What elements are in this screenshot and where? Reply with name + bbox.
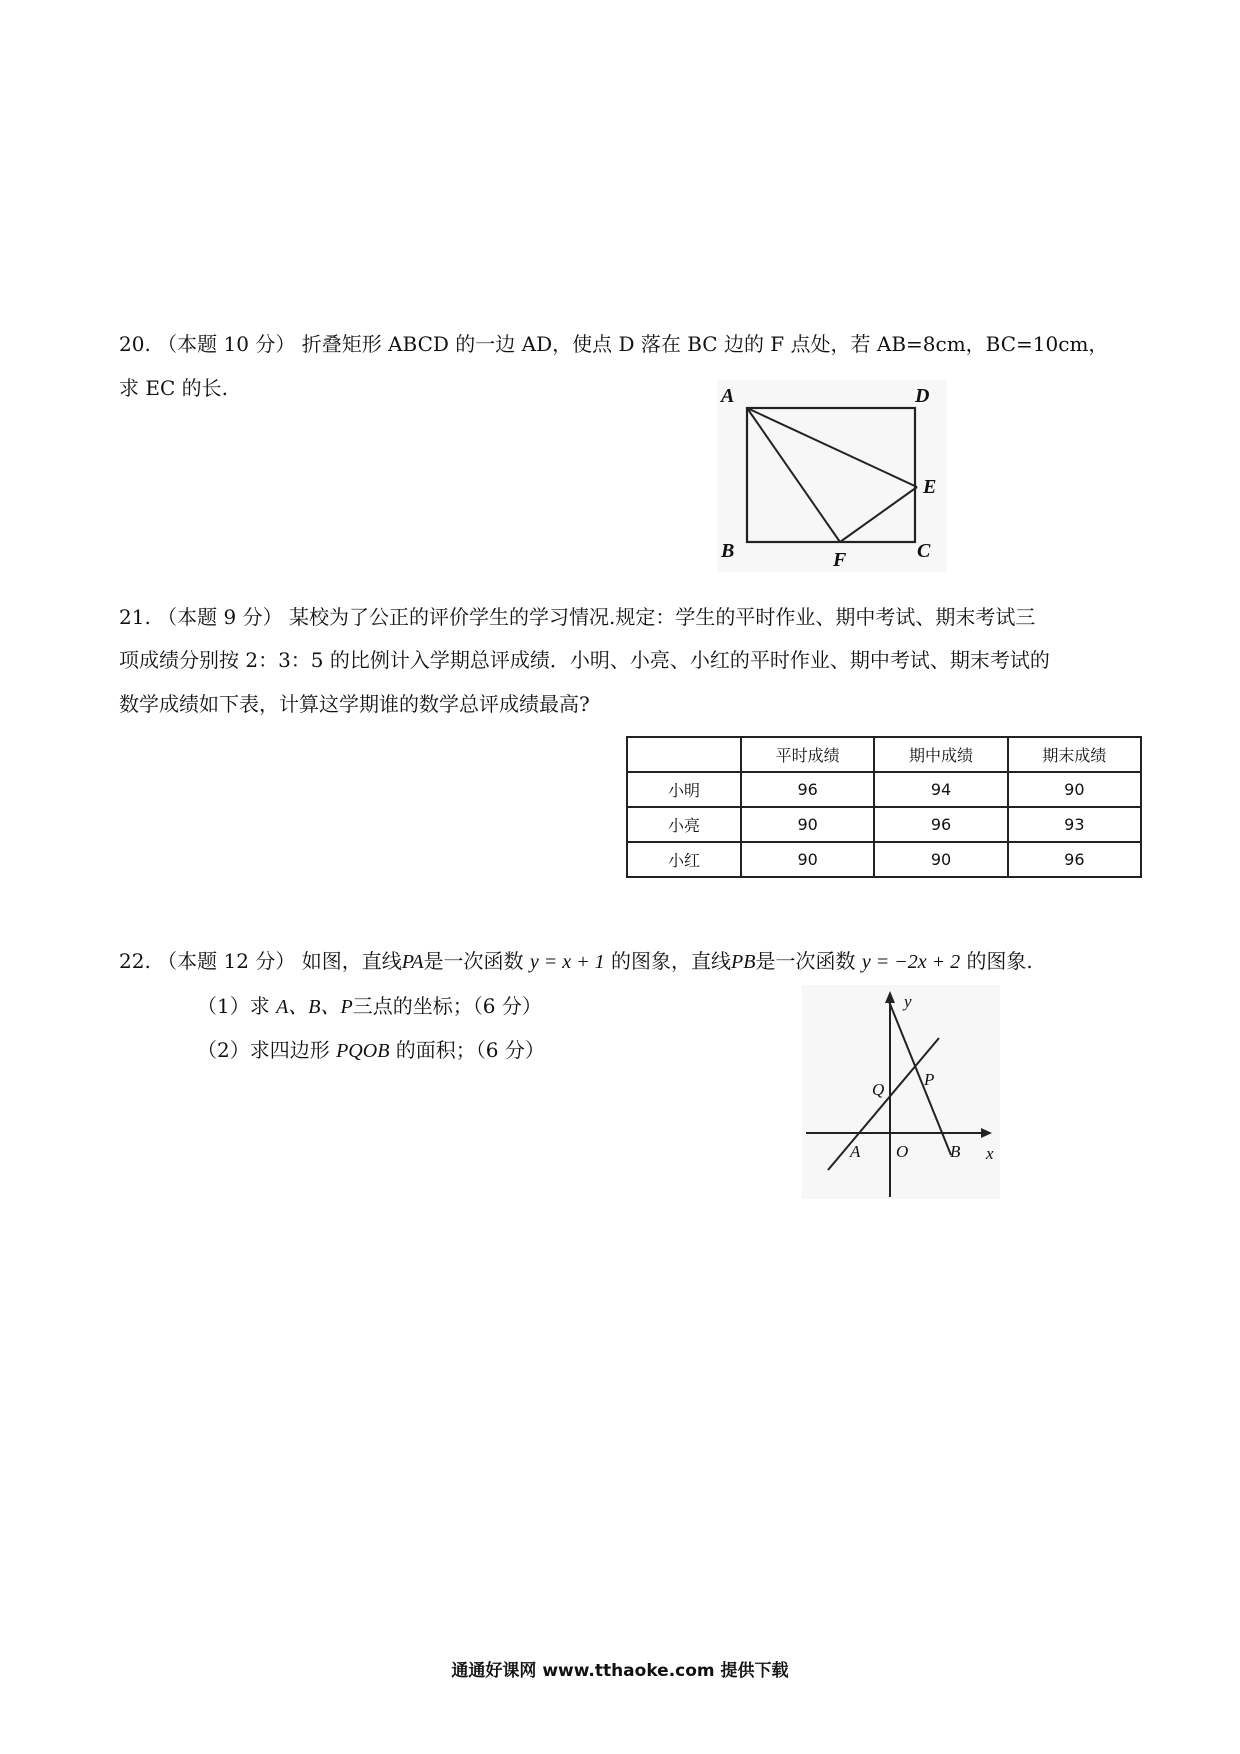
label-b: B: [721, 540, 735, 562]
q22-figure: [802, 985, 1000, 1199]
label-f: F: [833, 549, 847, 571]
table-header-row: [627, 737, 1141, 772]
line-pa: [828, 1038, 939, 1170]
q20-points: （本题 10 分）: [157, 332, 296, 356]
q20-text2: 求 EC 的长.: [119, 376, 228, 400]
label-x: x: [986, 1144, 994, 1163]
label-a: A: [850, 1142, 861, 1161]
table-header-cell: 期中成绩: [874, 737, 1007, 772]
label-e: E: [923, 476, 937, 498]
q22-number: 22.: [119, 949, 151, 973]
score-cell: 96: [741, 772, 874, 807]
label-a: A: [721, 385, 735, 407]
score-cell: 96: [874, 807, 1007, 842]
q22-points: （本题 12 分）: [157, 949, 296, 973]
q22-sub1-pre: （1）求: [197, 994, 270, 1018]
q21-points: （本题 9 分）: [157, 605, 283, 629]
q22-intro: 如图，直线: [301, 949, 402, 973]
q21-line3: [119, 690, 590, 718]
line-fe: [840, 487, 917, 542]
score-cell: 90: [874, 842, 1007, 877]
score-table: [626, 736, 1142, 878]
q21-line1: [119, 603, 1035, 631]
q22-mid2: 的图象，直线: [611, 949, 732, 973]
table-row: [627, 772, 1141, 807]
line-af: [747, 408, 840, 542]
q22-sub1-points: A、B、P: [276, 996, 353, 1018]
table-header-cell: 平时成绩: [741, 737, 874, 772]
label-c: C: [917, 540, 931, 562]
label-y: y: [904, 992, 912, 1011]
label-o: O: [896, 1142, 909, 1161]
score-cell: 93: [1008, 807, 1141, 842]
q22-mid3: 是一次函数: [755, 949, 856, 973]
score-cell: 94: [874, 772, 1007, 807]
q22-sub1-post: 三点的坐标；（6 分）: [352, 994, 542, 1018]
student-name: 小红: [627, 842, 741, 877]
q21-text3: 数学成绩如下表，计算这学期谁的数学总评成绩最高?: [119, 692, 590, 716]
label-q: Q: [872, 1080, 885, 1099]
score-cell: 90: [1008, 772, 1141, 807]
q22-sub1: [197, 992, 542, 1021]
line-pb-name: PB: [731, 951, 756, 973]
table-row: [627, 807, 1141, 842]
q22-sub2: [197, 1036, 545, 1065]
q22-end: 的图象.: [966, 949, 1033, 973]
q20-line2: [119, 374, 228, 402]
line-ae: [747, 408, 917, 487]
q20-number: 20.: [119, 332, 151, 356]
table-row: [627, 842, 1141, 877]
y-axis-arrow-icon: [885, 991, 895, 1003]
q20-line1: [119, 330, 1108, 358]
x-axis-arrow-icon: [981, 1128, 992, 1138]
student-name: 小明: [627, 772, 741, 807]
label-p: P: [924, 1070, 935, 1089]
score-cell: 90: [741, 807, 874, 842]
q22-mid1: 是一次函数: [423, 949, 524, 973]
equation-1: y = x + 1: [529, 951, 605, 973]
equation-2: y = −2x + 2: [861, 951, 961, 973]
q21-number: 21.: [119, 605, 151, 629]
q22-sub2-post: 的面积；（6 分）: [395, 1038, 545, 1062]
label-d: D: [915, 385, 930, 407]
label-b: B: [950, 1142, 961, 1161]
q22-sub2-pre: （2）求四边形: [197, 1038, 330, 1062]
table-header-cell: 期末成绩: [1008, 737, 1141, 772]
q22-line1: [119, 947, 1033, 976]
score-cell: 90: [741, 842, 874, 877]
score-cell: 96: [1008, 842, 1141, 877]
q22-sub2-shape: PQOB: [336, 1040, 390, 1062]
line-pb: [888, 999, 951, 1155]
q21-line2: [119, 646, 1050, 674]
line-pa-name: PA: [401, 951, 424, 973]
table-header-cell: [627, 737, 741, 772]
q21-text1: 某校为了公正的评价学生的学习情况.规定：学生的平时作业、期中考试、期末考试三: [288, 605, 1036, 629]
student-name: 小亮: [627, 807, 741, 842]
q20-figure: [717, 380, 947, 572]
q21-text2: 项成绩分别按 2：3：5 的比例计入学期总评成绩．小明、小亮、小红的平时作业、期中考试、期末考试的: [119, 648, 1050, 672]
footer-credit: 通通好课网 www.tthaoke.com 提供下载: [451, 1661, 789, 1681]
q20-text: 折叠矩形 ABCD 的一边 AD，使点 D 落在 BC 边的 F 点处，若 AB=8cm，BC=10cm，: [301, 332, 1109, 356]
